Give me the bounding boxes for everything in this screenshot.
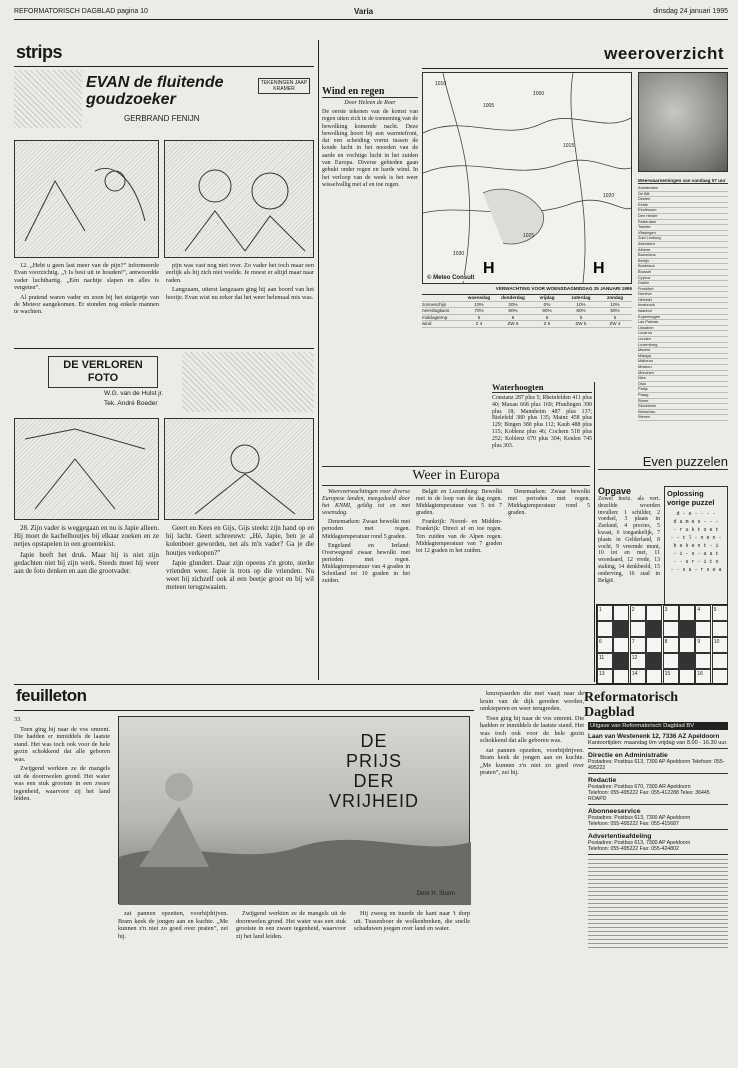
foto-paragraph-2: Japie heeft het druk. Maar hij is niet zijn gedachten niet bij zijn werk. Steeds moet hij weer aan de foto denken en aan die grootvader. bbox=[14, 550, 159, 576]
city-name: Dublin bbox=[638, 280, 650, 286]
forecast-row bbox=[422, 308, 632, 315]
colofon-directie-line: Postadres: Postbus 613, 7300 AP Apeldoorn Telefoon: 055-495222 bbox=[588, 759, 728, 774]
colofon-advertentie-line-2: Telefoon: 055-495222 Fax: 055-424802 bbox=[588, 846, 728, 855]
forecast-row-label: zonneschijn bbox=[422, 301, 447, 307]
city-name: Oslo bbox=[638, 380, 646, 386]
feuilleton-paragraph: Toen ging hij naar de vos omrent. Die hadden er inmiddels de laatste stand. Het was toch ook voor de hele gezin schokkend dat alle geboren was. bbox=[14, 725, 110, 763]
feuilleton-paragraph: knuwpaarden die met vaart naar de kruin van de dijk gereden werden, omkieperen en weer terugreden. bbox=[480, 690, 584, 712]
europa-text-col-1 bbox=[322, 489, 410, 587]
foto-text-col-1 bbox=[14, 524, 159, 577]
colofon-title: Reformatorisch Dagblad bbox=[584, 690, 679, 720]
city-name: Wenen bbox=[638, 414, 651, 420]
forecast-cell: 6 bbox=[545, 314, 549, 320]
crossword-cell[interactable] bbox=[712, 669, 728, 685]
city-name: Eelde bbox=[638, 201, 648, 207]
city-name: Amsterdam bbox=[638, 185, 658, 190]
crossword-cell[interactable]: 12 bbox=[630, 653, 646, 669]
city-name: Locarno bbox=[638, 330, 653, 336]
foto-panel-1 bbox=[14, 418, 159, 520]
book-author: Door H. Sturm bbox=[416, 891, 455, 897]
evan-paragraph-4: Langzaam, uiterst langzaam ging hij aan boord van het bootje. Evan wist nu zeker dat het weer helemaal mis was. bbox=[166, 286, 314, 301]
foto-paragraph-3: Geert en Kees en Gijs, Gijs steekt zijn hand op en hij lacht. Geert schreeuwt: „Hé, Japie, ben je al kolenboer geworden, net als m'n vader? Ga je die houtjes verkopen?” bbox=[166, 524, 314, 557]
city-name: Cyprus bbox=[638, 274, 651, 280]
forecast-cell: 5 bbox=[477, 314, 481, 320]
opgave-text: Zowel horiz. als vert. dezelfde woorden invullen: 1 schilder, 2 voedsel, 3 plaats in Zeeland, 4 precies, 5 kwast, 6 toegankelijk, 7 plaats in Gelderland, 8 vocht, 9 vreemde munt, 10 tot en met, 11 wreedaard, 12 vrede, 13 staking, 14 denkbeeld, 15 onderving, 16 stad in België. bbox=[598, 496, 660, 584]
crossword-cell[interactable] bbox=[613, 637, 629, 653]
crossword-cell[interactable]: 3 bbox=[663, 605, 679, 621]
oplossing-row: d a m e s - - - bbox=[673, 519, 719, 525]
forecast-row bbox=[422, 315, 632, 322]
crossword-cell[interactable]: 14 bbox=[630, 669, 646, 685]
crossword-grid bbox=[596, 604, 728, 684]
isobar-label-5: 1020 bbox=[603, 193, 615, 199]
evan-paragraph-3: pijn was vast nog niet over. Zo vader het toch maar een eerlijk als hij zich niet voelde. Je moest er altijd maar naar raden. bbox=[166, 262, 314, 284]
europa-paragraph: Frankrijk: Noord- en Midden-Frankrijk: Direct af en toe regen. Ten zuiden van de Alpen regen. Middagtemperatuur van 7 graden tot 12 graden in het zuiden. bbox=[416, 519, 502, 554]
isobar-label-3: 1000 bbox=[533, 91, 545, 97]
forecast-row bbox=[422, 321, 632, 328]
evan-text-col-2 bbox=[166, 262, 314, 303]
forecast-cell: ZW 4 bbox=[609, 321, 621, 327]
crossword-cell[interactable] bbox=[646, 637, 662, 653]
crossword-cell[interactable]: 8 bbox=[663, 637, 679, 653]
puzzel-section bbox=[598, 454, 728, 482]
feuilleton-paragraph: Hij zweeg en tuurde de kant naar 't dorp uit. Tussenboer de wolkenbreken, die snelle schaduwen joegen over land en water. bbox=[354, 910, 470, 932]
book-title-line-4: VRIJHEID bbox=[328, 791, 419, 811]
crossword-cell[interactable] bbox=[712, 621, 728, 637]
header-paper-name: REFORMATORISCH DAGBLAD pagina 10 bbox=[14, 8, 148, 15]
opgave-block bbox=[598, 486, 660, 606]
forecast-cell: 80% bbox=[576, 308, 586, 314]
forecast-row-label: middagtemp. bbox=[422, 314, 449, 320]
forecast-table bbox=[422, 294, 632, 328]
weather-map bbox=[422, 72, 632, 284]
forecast-day-2: donderdag bbox=[501, 295, 525, 300]
crossword-cell[interactable] bbox=[695, 653, 711, 669]
colofon-abonnee-title: Abonneeservice bbox=[588, 808, 641, 815]
forecast-cell: 10% bbox=[474, 301, 484, 307]
crossword-cell[interactable]: 13 bbox=[597, 669, 613, 685]
oplossing-grid bbox=[667, 510, 725, 574]
crossword-cell[interactable] bbox=[663, 653, 679, 669]
foto-text-col-2 bbox=[166, 524, 314, 594]
foto-author: W.G. van de Hulst jr. bbox=[104, 390, 164, 397]
crossword-cell[interactable]: 5 bbox=[712, 605, 728, 621]
oplossing-row: - - t l - n e n - bbox=[670, 535, 722, 541]
city-name: Las Palmas bbox=[638, 319, 659, 325]
colofon-redactie-title: Redactie bbox=[588, 777, 617, 784]
city-name: Luxemburg bbox=[638, 341, 658, 347]
crossword-cell[interactable]: 16 bbox=[695, 669, 711, 685]
foto-drawing-1 bbox=[15, 419, 158, 519]
crossword-cell[interactable] bbox=[597, 621, 613, 637]
evan-panel-1 bbox=[14, 140, 159, 258]
europa-article bbox=[322, 466, 590, 682]
oplossing-row: b e k e n t - i bbox=[673, 543, 719, 549]
crossword-cell[interactable] bbox=[679, 621, 695, 637]
forecast-cell: 5 bbox=[613, 314, 617, 320]
book-title-line-3: DER bbox=[353, 771, 395, 791]
colofon-subtitle: Uitgave van Reformatorisch Dagblad BV bbox=[588, 722, 728, 730]
forecast-row-label: wind bbox=[422, 321, 432, 327]
evan-title-block bbox=[14, 70, 314, 130]
isobar-label-6: 1025 bbox=[523, 233, 535, 239]
europa-paragraph: Engeland en Ierland: Overwegend zwaar bewolkt met perioden met regen. Middagtemperatuur van 4 graden in Schotland tot 10 graden in het zuiden. bbox=[322, 542, 410, 585]
colofon-directie-title: Directie en Administratie bbox=[588, 752, 668, 759]
oplossing-block bbox=[664, 486, 728, 606]
colofon-fineprint bbox=[588, 859, 728, 949]
city-name: Innsbruck bbox=[638, 302, 655, 308]
crossword-cell[interactable] bbox=[613, 621, 629, 637]
city-name: Malaga bbox=[638, 352, 651, 358]
isobar-label-1: 1010 bbox=[435, 81, 447, 87]
city-name: Eindhoven bbox=[638, 207, 657, 213]
foto-paragraph-4: Japie glundert. Daar zijn opeens z'n grote, sterke vrienden weer. Japie is trots op die vrienden. Nu weet hij zichzelf ook al een beetje groot en bij wil meteen terugzwaaien. bbox=[166, 558, 314, 592]
city-name: Deelen bbox=[638, 196, 651, 202]
crossword-cell[interactable] bbox=[679, 653, 695, 669]
evan-credit: TEKENINGEN JAAP KRAMER bbox=[258, 78, 310, 94]
colofon bbox=[584, 690, 728, 1060]
evan-paragraph-2: Al pratend waren vader en zoon bij het steigertje van de Meteor aangekomen. Er stonden nog enkele mannen te wachten. bbox=[14, 293, 159, 316]
feuilleton-section bbox=[14, 686, 474, 1058]
evan-author: GERBRAND FENIJN bbox=[124, 114, 200, 123]
crossword-cell[interactable]: 10 bbox=[712, 637, 728, 653]
city-name: Helsinki bbox=[638, 296, 652, 302]
city-name: Genève bbox=[638, 291, 652, 297]
evan-portrait bbox=[14, 70, 82, 128]
colofon-hours: Kantoortijden: maandag t/m vrijdag van 8.00 - 16.30 uur. bbox=[588, 740, 728, 749]
crossword-cell[interactable]: 9 bbox=[695, 637, 711, 653]
feuilleton-text-col-2 bbox=[118, 910, 228, 942]
crossword-cell[interactable] bbox=[679, 637, 695, 653]
colofon-redactie-line-2: Telefoon: 055-495222 Fax: 055-412288 Telex: 36445 ROAPD bbox=[588, 790, 728, 805]
crossword-cell[interactable] bbox=[613, 653, 629, 669]
crossword-cell[interactable] bbox=[712, 653, 728, 669]
city-name: Vlissingen bbox=[638, 229, 656, 235]
crossword-cell[interactable]: 7 bbox=[630, 637, 646, 653]
crossword-cell[interactable]: 4 bbox=[695, 605, 711, 621]
evan-paragraph-1: 12. „Hebt u geen last meer van de pijn?” informeerde Evan voorzichtig. „'t Is best uit te houden!”, antwoordde vader luchthartig. „Eén nachtje slapen en alles is vergeten”. bbox=[14, 262, 159, 292]
svg-text:H: H bbox=[593, 260, 605, 277]
forecast-cell: 90% bbox=[542, 308, 552, 314]
forecast-day-4: zaterdag bbox=[571, 295, 591, 300]
episode-number: 33. bbox=[14, 716, 22, 723]
map-caption: © Meteo Consult bbox=[427, 275, 475, 281]
crossword-cell[interactable]: 1 bbox=[597, 605, 613, 621]
city-name: Rome bbox=[638, 397, 649, 403]
colofon-abonnee-line-2: Telefoon: 055-495222 Fax: 055-415687 bbox=[588, 821, 728, 830]
book-title-line-1: DE bbox=[360, 731, 388, 751]
strips-section bbox=[14, 40, 314, 680]
evan-panel-2 bbox=[164, 140, 314, 258]
colofon-redactie-line-1: Postadres: Postbus 670, 7300 AR Apeldoorn bbox=[588, 784, 691, 790]
forecast-cell: 6 bbox=[511, 314, 515, 320]
oplossing-row: - i - s - a a t bbox=[673, 551, 719, 557]
forecast-row-label: neerslagkans bbox=[422, 308, 450, 314]
foto-paragraph-1: 28. Zijn vader is weggegaan en nu is Japie alleen. Hij moet de kachelhoutjes bij elkaar zoeken en ze netjes opstapelen in een groentekist. bbox=[14, 524, 159, 549]
svg-text:H: H bbox=[483, 260, 495, 277]
forecast-cell: Z 4 bbox=[475, 321, 483, 327]
crossword-cell[interactable]: 11 bbox=[597, 653, 613, 669]
wind-article bbox=[322, 86, 418, 376]
city-name: Berlijn bbox=[638, 257, 649, 263]
oplossing-row: - - s r - i t o bbox=[673, 559, 719, 565]
europa-text-col-2 bbox=[416, 489, 502, 587]
crossword-cell[interactable] bbox=[663, 621, 679, 637]
foto-panel-2 bbox=[164, 418, 314, 520]
city-name: Brussel bbox=[638, 268, 651, 274]
colofon-abonnee-line-1: Postadres: Postbus 613, 7300 AP Apeldoorn bbox=[588, 815, 691, 821]
satellite-image bbox=[638, 72, 728, 172]
forecast-cell: 80% bbox=[508, 308, 518, 314]
wind-byline: Door Heleen de Roer bbox=[344, 100, 396, 106]
forecast-cell: ZW 5 bbox=[575, 321, 587, 327]
city-name: Stockholm bbox=[638, 403, 657, 409]
crossword-cell[interactable] bbox=[613, 669, 629, 685]
city-name: Praag bbox=[638, 391, 649, 397]
forecast-header-row bbox=[422, 295, 632, 302]
city-name: Parijs bbox=[638, 386, 648, 392]
page-header bbox=[14, 6, 728, 20]
header-date: dinsdag 24 januari 1995 bbox=[653, 8, 728, 15]
city-name: Den Helder bbox=[638, 212, 658, 218]
crossword-cell[interactable] bbox=[630, 621, 646, 637]
city-name: Bordeaux bbox=[638, 263, 655, 269]
colofon-advertentie-title: Advertentieafdeling bbox=[588, 833, 652, 840]
forecast-day-5: zondag bbox=[606, 295, 624, 300]
city-name: Moskou bbox=[638, 364, 652, 369]
city-name: Londen bbox=[638, 336, 651, 342]
opgave-title: Opgave bbox=[598, 486, 632, 496]
forecast-cell: 10% bbox=[576, 301, 586, 307]
europa-paragraph: België en Luxemburg: Bewolkt met in de loop van de dag regen. Middagtemperatuur van 5 tot 7 graden. bbox=[416, 489, 502, 517]
europa-paragraph: Denemarken: Zwaar bewolkt met perioden met regen. Middagtemperatuur rond 5 graden. bbox=[322, 519, 410, 540]
foto-title-block bbox=[14, 352, 314, 414]
city-name: Nice bbox=[638, 375, 646, 381]
city-name: München bbox=[638, 369, 655, 375]
foto-illustration bbox=[182, 352, 314, 412]
forecast-cell: 80% bbox=[610, 308, 620, 314]
city-name: Warschau bbox=[638, 408, 656, 414]
feuilleton-paragraph: zat pannen opzetten, voorbijdrijven. Bram keek de jongen aan en kuchte. „Me kunnen z'n niet zo goed over praten”, zei hij. bbox=[118, 910, 228, 940]
forecast-day-1: woensdag bbox=[467, 295, 491, 300]
crossword-cell[interactable] bbox=[695, 621, 711, 637]
europa-paragraph: Denemarken: Zwaar bewolkt met perioden met regen. Middagtemperatuur rond 5 graden. bbox=[508, 489, 590, 517]
waterhoogten-title: Waterhoogten bbox=[492, 382, 592, 393]
city-name: Istanbul bbox=[638, 308, 652, 314]
crossword-cell[interactable] bbox=[613, 605, 629, 621]
evan-drawing-2 bbox=[165, 141, 313, 257]
city-name: Frankfurt bbox=[638, 285, 654, 291]
forecast-cell: 5 bbox=[579, 314, 583, 320]
europa-text-col-3 bbox=[508, 489, 590, 587]
europa-title: Weer in Europa bbox=[322, 466, 590, 486]
feuilleton-paragraph: zat pannen opzetten, voorbijdrijven. Bram keek de jongen aan en kuchte. „Me kunnen z'n niet zo goed over praten”, zei hij. bbox=[480, 746, 584, 776]
city-name: Mallorca bbox=[638, 358, 653, 364]
colofon-address: Laan van Westenenk 12, 7336 AZ Apeldoorn bbox=[588, 733, 720, 740]
city-name: Kopenhagen bbox=[638, 313, 661, 319]
isobar-label-4: 1015 bbox=[563, 143, 575, 149]
evan-drawing-1 bbox=[15, 141, 158, 257]
crossword-cell[interactable]: 6 bbox=[597, 637, 613, 653]
forecast-row bbox=[422, 302, 632, 309]
waterhoogten-text: Constanz 287 plus 5; Rheinfelden 411 plus 40; Maxau 668 plus 169; Pfunlingen 390 plus 18; Mannheim 487 plus 137; Bielefeld 380 plus 135; Mainz 458 plus 129; Bingen 380 plus 112; Kaub 488 plus 115; Koblenz plus 46; Cochem 518 plus 252; Koblenz 670 plus 304; Keulen 745 plus 303. bbox=[492, 395, 592, 449]
city-name: Rotterdam bbox=[638, 218, 657, 224]
feuilleton-text-col-5 bbox=[480, 690, 584, 1058]
city-name: Athene bbox=[638, 246, 651, 252]
evan-title: EVAN de fluitende goudzoeker bbox=[86, 74, 224, 108]
city-name: Zuid Limburg bbox=[638, 235, 661, 241]
header-section: Varia bbox=[354, 7, 374, 16]
observation-table bbox=[638, 186, 728, 421]
forecast-cell: 20% bbox=[508, 301, 518, 307]
oplossing-title: Oplossing vorige puzzel bbox=[667, 489, 715, 507]
city-name: Barcelona bbox=[638, 252, 656, 258]
map-subcaption: VERWACHTING VOOR WOENSDAGMIDDAG 25 JANUARI 1995 bbox=[495, 286, 632, 291]
crossword-cell[interactable]: 2 bbox=[630, 605, 646, 621]
forecast-cell: 0% bbox=[543, 301, 551, 307]
forecast-cell: ZW 5 bbox=[507, 321, 519, 327]
feuilleton-paragraph: Zwijgend werkten ze de mangels uit de doornwelen grond. Het water was een stuk grootste in een zware tegenheid, waarvoor zij het land leiden. bbox=[236, 910, 346, 940]
foto-credit: Tek. André Boeder bbox=[104, 400, 158, 407]
evan-text-col-1 bbox=[14, 262, 159, 318]
book-title bbox=[299, 731, 449, 811]
foto-drawing-2 bbox=[165, 419, 313, 519]
crossword-cell[interactable]: 15 bbox=[663, 669, 679, 685]
feuilleton-paragraph: Toen ging hij naar de vos omrent. Die hadden er inmiddels de laatste stand. Het was toch ook voor de hele gezin schokkend dat alle geboren was. bbox=[480, 714, 584, 744]
crossword-cell[interactable] bbox=[646, 605, 662, 621]
observation-table-header: Weerwaarnemingen van vandaag 07 uur bbox=[638, 178, 728, 184]
feuilleton-text-col-4 bbox=[354, 910, 470, 935]
colofon-advertentie-line-1: Postadres: Postbus 613, 7300 AP Apeldoorn bbox=[588, 840, 691, 846]
feuilleton-text-col-3 bbox=[236, 910, 346, 942]
forecast-cell: 70% bbox=[474, 308, 484, 314]
feuilleton-title: feuilleton bbox=[16, 686, 87, 705]
crossword-cell[interactable] bbox=[679, 669, 695, 685]
city-name: Twente bbox=[638, 224, 651, 230]
waterhoogten-article bbox=[492, 382, 592, 464]
weather-title: weeroverzicht bbox=[604, 44, 724, 63]
isobar-label-7: 1030 bbox=[453, 251, 465, 257]
puzzel-title: Even puzzelen bbox=[598, 454, 728, 470]
forecast-cell: 10% bbox=[610, 301, 620, 307]
city-name: Madrid bbox=[638, 347, 650, 353]
crossword-cell[interactable] bbox=[646, 669, 662, 685]
city-name: Aberdeen bbox=[638, 240, 655, 246]
oplossing-row: - - s a - r s e a bbox=[670, 567, 722, 573]
foto-title: DE VERLOREN FOTO bbox=[48, 356, 158, 388]
forecast-cell: Z 5 bbox=[543, 321, 551, 327]
crossword-cell[interactable] bbox=[679, 605, 695, 621]
europa-intro: Weersverwachtingen voor diverse Europese landen, meegedeeld door het KNMI, geldig tot en met woensdag. bbox=[322, 489, 410, 517]
isobar-label-2: 1005 bbox=[483, 103, 495, 109]
feuilleton-paragraph: Zwijgend werkten ze de mangels uit de doornwelen grond. Het water was een stuk grootste in een zware tegenheid, waarvoor zij het land leiden. bbox=[14, 765, 110, 802]
city-name: De Bilt bbox=[638, 190, 650, 196]
feuilleton-text-col-1 bbox=[14, 716, 110, 1056]
forecast-day-3: vrijdag bbox=[539, 295, 555, 300]
strips-title: strips bbox=[16, 42, 63, 62]
crossword-cell[interactable] bbox=[646, 653, 662, 669]
wind-text: De eerste tekenen van de komst van regen uiten zich in de toeneming van de bewolking komende nacht. Deze bewolking hoort bij een warmtefront, dat een scheiding vormt tussen de koude lucht in het noorden van de aarde en vochtige lucht in het zuiden van Europa. Diverse gebieden gaan gebukt onder regen en harde wind. In het verloop van de week is het weer wisselvallig met af en toe regen. bbox=[322, 109, 418, 188]
feuilleton-illustration bbox=[118, 716, 470, 904]
observation-row bbox=[638, 415, 728, 421]
oplossing-row: d - e - - - - bbox=[676, 511, 716, 517]
crossword-cell[interactable] bbox=[646, 621, 662, 637]
oplossing-row: - r u k t o e t bbox=[673, 527, 719, 533]
book-title-line-2: PRIJS bbox=[345, 751, 402, 771]
wind-title: Wind en regen bbox=[322, 86, 418, 98]
city-name: Lissabon bbox=[638, 324, 654, 330]
